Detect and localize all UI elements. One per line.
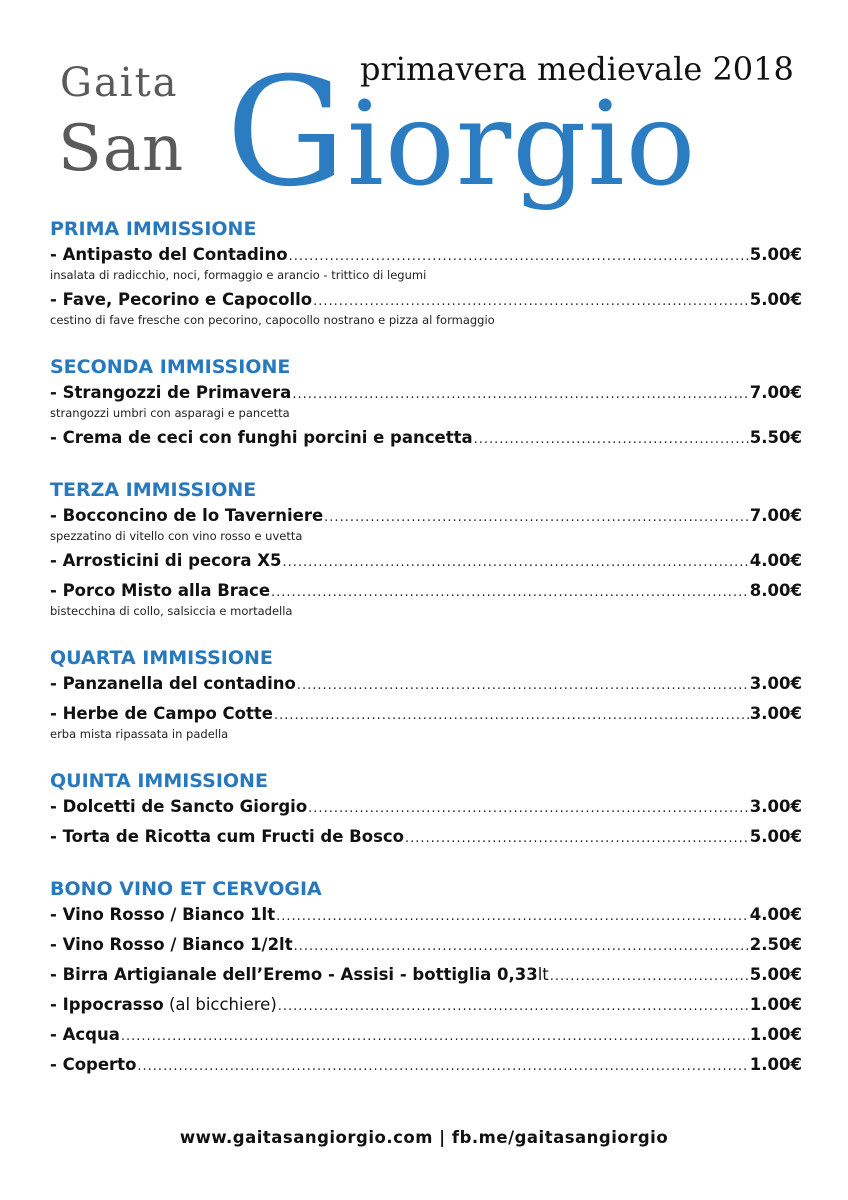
menu-item-name-wrap: [50, 795, 307, 818]
menu-item-name: - Porco Misto alla Brace: [50, 581, 271, 600]
menu-item: [50, 549, 802, 574]
menu-item-name: - Crema de ceci con funghi porcini e pancetta: [50, 428, 473, 447]
menu-item-price: 1.00€: [749, 995, 802, 1014]
menu-item-line: [50, 579, 802, 604]
menu-item-line: [50, 1023, 802, 1048]
menu-item-line: [50, 825, 802, 850]
menu-item-name-wrap: [50, 1053, 136, 1076]
menu-section: [50, 645, 802, 742]
menu-item-line: [50, 381, 802, 406]
menu-item-name-wrap: [50, 702, 273, 725]
menu-item-description: erba mista ripassata in padella: [50, 727, 229, 741]
menu-item: [50, 504, 802, 544]
menu-item-name: - Dolcetti de Sancto Giorgio: [50, 797, 308, 816]
section-title: QUINTA IMMISSIONE: [50, 770, 268, 792]
menu-item: [50, 1053, 802, 1078]
menu-item: [50, 993, 802, 1018]
menu-item-line: [50, 549, 802, 574]
menu-item: [50, 933, 802, 958]
menu-item-price: 3.00€: [749, 704, 802, 723]
logo-giorgio-initial: G: [226, 46, 347, 220]
dot-leader: [292, 383, 748, 406]
menu-item-name: - Vino Rosso / Bianco 1/2lt: [50, 935, 293, 954]
menu-item-price: 8.00€: [749, 581, 802, 600]
menu-item-line: [50, 702, 802, 727]
menu-item-price: 5.00€: [749, 245, 802, 264]
menu-item: [50, 795, 802, 820]
menu-item-line: [50, 993, 802, 1018]
menu-item: [50, 381, 802, 421]
menu-item-name: - Arrosticini di pecora X5: [50, 551, 282, 570]
menu-item-description: spezzatino di vitello con vino rosso e uvetta: [50, 529, 303, 543]
dot-leader: [276, 905, 749, 928]
menu-item-line: [50, 1053, 802, 1078]
menu-item-line: [50, 795, 802, 820]
menu-item-price: 2.50€: [749, 935, 802, 954]
menu-item: [50, 426, 802, 451]
dot-leader: [294, 935, 749, 958]
menu-item-price: 1.00€: [749, 1055, 802, 1074]
event-subtitle: primavera medievale 2018: [360, 50, 794, 88]
section-title: SECONDA IMMISSIONE: [50, 356, 291, 378]
menu-item-line: [50, 243, 802, 268]
menu-item: [50, 903, 802, 928]
menu-item-name: - Bocconcino de lo Taverniere: [50, 506, 324, 525]
menu-section: [50, 354, 802, 451]
dot-leader: [324, 506, 749, 529]
menu-item: [50, 1023, 802, 1048]
footer-links: www.gaitasangiorgio.com | fb.me/gaitasangiorgio: [179, 1128, 669, 1147]
section-title: BONO VINO ET CERVOGIA: [50, 878, 322, 900]
menu-item-name-wrap: [50, 825, 404, 848]
menu-item-name: - Ippocrasso: [50, 995, 164, 1014]
logo-san: San: [58, 112, 185, 186]
menu-item-price: 5.50€: [749, 428, 802, 447]
menu-item-name: - Antipasto del Contadino: [50, 245, 288, 264]
menu-item-name-wrap: [50, 288, 312, 311]
menu-item-price: 5.00€: [749, 965, 802, 984]
menu-item: [50, 825, 802, 850]
menu-list: [50, 216, 802, 1104]
menu-item-line: [50, 288, 802, 313]
logo-giorgio: [226, 46, 697, 220]
dot-leader: [274, 704, 749, 727]
dot-leader: [308, 797, 749, 820]
dot-leader: [271, 581, 749, 604]
section-title: PRIMA IMMISSIONE: [50, 218, 257, 240]
menu-item-price: 7.00€: [749, 506, 802, 525]
menu-section: [50, 768, 802, 850]
menu-item: [50, 963, 802, 988]
menu-item-line: [50, 963, 802, 988]
dot-leader: [550, 965, 749, 988]
section-title: TERZA IMMISSIONE: [50, 479, 257, 501]
menu-item: [50, 702, 802, 742]
menu-item-name: - Acqua: [50, 1025, 120, 1044]
menu-item-name-wrap: [50, 579, 270, 602]
menu-item-price: 5.00€: [749, 290, 802, 309]
menu-item-name-wrap: [50, 933, 293, 956]
menu-item: [50, 288, 802, 328]
menu-item-name: - Birra Artigianale dell’Eremo - Assisi - bottiglia 0,33: [50, 965, 538, 984]
dot-leader: [297, 674, 749, 697]
logo-giorgio-rest: iorgio: [346, 77, 697, 212]
dot-leader: [282, 551, 748, 574]
menu-item-price: 4.00€: [749, 905, 802, 924]
dot-leader: [474, 428, 749, 451]
menu-item-price: 1.00€: [749, 1025, 802, 1044]
dot-leader: [121, 1025, 749, 1048]
menu-item-description: strangozzi umbri con asparagi e pancetta: [50, 406, 290, 420]
menu-section: [50, 216, 802, 328]
dot-leader: [278, 995, 749, 1018]
menu-item-name-wrap: [50, 243, 288, 266]
menu-item: [50, 579, 802, 619]
menu-item-name-wrap: [50, 381, 291, 404]
menu-item-note: lt: [537, 965, 549, 984]
menu-item-price: 3.00€: [749, 674, 802, 693]
menu-item-name-wrap: [50, 903, 275, 926]
menu-item-name-wrap: [50, 963, 549, 986]
menu-item-line: [50, 933, 802, 958]
menu-item-name: - Vino Rosso / Bianco 1lt: [50, 905, 276, 924]
menu-item-name: - Strangozzi de Primavera: [50, 383, 292, 402]
menu-item-description: bistecchina di collo, salsiccia e mortadella: [50, 604, 293, 618]
menu-item-name: - Herbe de Campo Cotte: [50, 704, 273, 723]
dot-leader: [137, 1055, 748, 1078]
dot-leader: [289, 245, 749, 268]
menu-item: [50, 672, 802, 697]
menu-item-line: [50, 903, 802, 928]
menu-item: [50, 243, 802, 283]
menu-item-name: - Coperto: [50, 1055, 137, 1074]
menu-section: [50, 477, 802, 619]
section-title: QUARTA IMMISSIONE: [50, 647, 273, 669]
menu-item-name: - Fave, Pecorino e Capocollo: [50, 290, 313, 309]
menu-item-line: [50, 672, 802, 697]
menu-item-name: - Torta de Ricotta cum Fructi de Bosco: [50, 827, 405, 846]
menu-item-price: 4.00€: [749, 551, 802, 570]
menu-item-name-wrap: [50, 672, 296, 695]
menu-item-price: 5.00€: [749, 827, 802, 846]
menu-item-price: 3.00€: [749, 797, 802, 816]
menu-item-description: cestino di fave fresche con pecorino, capocollo nostrano e pizza al formaggio: [50, 313, 495, 327]
menu-item-name-wrap: [50, 1023, 120, 1046]
menu-item-name: - Panzanella del contadino: [50, 674, 296, 693]
logo-gaita: Gaita: [60, 60, 179, 106]
menu-item-name-wrap: [50, 993, 277, 1016]
menu-item-name-wrap: [50, 549, 281, 572]
menu-item-note: (al bicchiere): [163, 995, 277, 1014]
dot-leader: [313, 290, 749, 313]
menu-item-price: 7.00€: [749, 383, 802, 402]
menu-item-line: [50, 504, 802, 529]
menu-item-name-wrap: [50, 504, 323, 527]
menu-section: [50, 876, 802, 1078]
menu-item-name-wrap: [50, 426, 473, 449]
dot-leader: [405, 827, 749, 850]
menu-item-line: [50, 426, 802, 451]
menu-item-description: insalata di radicchio, noci, formaggio e arancio - trittico di legumi: [50, 268, 427, 282]
